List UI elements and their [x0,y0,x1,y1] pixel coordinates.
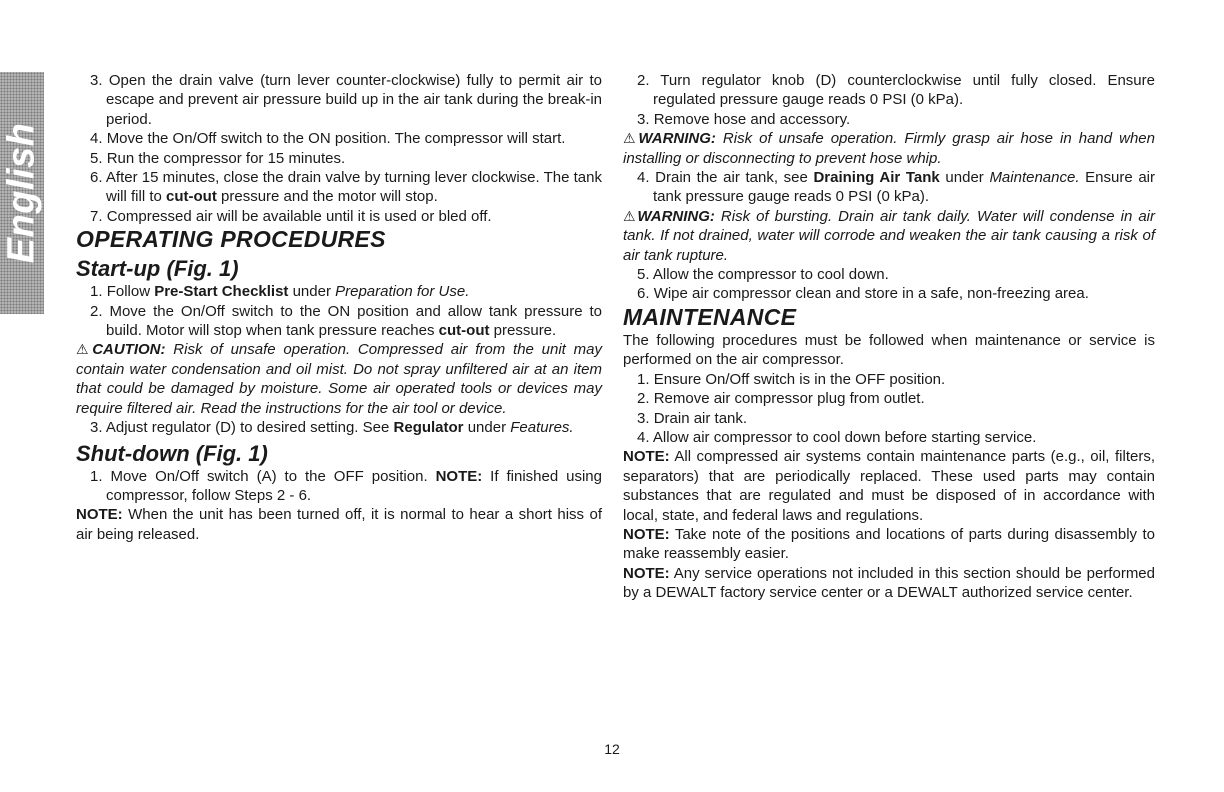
warning-block: ⚠WARNING: Risk of unsafe operation. Firmly grasp air hose in hand when installing or disconnecting to prevent hose whip. [623,130,1155,167]
list-item: 3. Adjust regulator (D) to desired setting. See Regulator under Features. [90,419,574,437]
list-item: 1. Ensure On/Off switch is in the OFF position. [637,370,946,388]
note-paragraph: NOTE: Take note of the positions and locations of parts during disassembly to make reassembly easier. [623,525,1155,563]
shutdown-heading: Shut-down (Fig. 1) [76,440,268,466]
left-column [76,71,602,544]
warning-triangle-icon: ⚠ [623,207,638,224]
list-item: 7. Compressed air will be available until it is used or bled off. [90,207,492,225]
right-column [623,71,1155,603]
list-item: 5. Allow the compressor to cool down. [637,266,889,284]
warning-block: ⚠WARNING: Risk of bursting. Drain air tank daily. Water will condense in air tank. If not drained, water will corrode and weaken the air tank causing a risk of air tank rupture. [623,207,1155,264]
list-item: 4. Move the On/Off switch to the ON position. The compressor will start. [90,130,566,148]
caution-block: ⚠CAUTION: Risk of unsafe operation. Compressed air from the unit may contain water condensation and oil mist. Do not spray unfiltered air at an item that could be damaged by moisture. Some air operated tools or devices may require filtered air. Read the instructions for the air tool or device. [76,341,602,417]
maintenance-intro: The following procedures must be followed when maintenance or service is performed on the air compressor. [623,331,1155,369]
operating-procedures-heading: OPERATING PROCEDURES [76,226,386,253]
language-side-tab [0,72,44,314]
list-item: 2. Turn regulator knob (D) counterclockwise until fully closed. Ensure regulated pressure gauge reads 0 PSI (0 kPa). [637,72,1155,109]
note-paragraph: NOTE: When the unit has been turned off, it is normal to hear a short hiss of air being released. [76,506,602,543]
warning-triangle-icon: ⚠ [76,341,93,358]
list-item: 3. Remove hose and accessory. [637,110,851,128]
warning-triangle-icon: ⚠ [623,130,639,147]
list-item: 3. Drain air tank. [637,409,748,427]
list-item: 5. Run the compressor for 15 minutes. [90,149,346,167]
page-number: 12 [604,741,620,757]
list-item: 1. Move On/Off switch (A) to the OFF position. NOTE: If finished using compressor, follow Steps 2 - 6. [90,467,602,504]
language-label: English [0,122,43,264]
note-paragraph: NOTE: Any service operations not included in this section should be performed by a DEWALT factory service center or a DEWALT authorized service center. [623,564,1155,602]
startup-heading: Start-up (Fig. 1) [76,256,239,282]
list-item: 4. Drain the air tank, see Draining Air Tank under Maintenance. Ensure air tank pressure gauge reads 0 PSI (0 kPa). [637,169,1155,206]
list-item: 2. Move the On/Off switch to the ON position and allow tank pressure to build. Motor will stop when tank pressure reaches cut-out pressure. [90,302,602,340]
maintenance-heading: MAINTENANCE [623,303,797,330]
note-paragraph: NOTE: All compressed air systems contain maintenance parts (e.g., oil, filters, separators) that are periodically replaced. These used parts may contain substances that are regulated and must be disposed of in accordance with local, state, and federal laws and regulations. [623,448,1155,524]
list-item: 2. Remove air compressor plug from outlet. [637,390,925,408]
list-item: 3. Open the drain valve (turn lever counter-clockwise) fully to permit air to escape and prevent air pressure build up in the air tank during the break-in period. [90,72,603,128]
list-item: 6. Wipe air compressor clean and store in a safe, non-freezing area. [637,285,1089,303]
list-item: 4. Allow air compressor to cool down before starting service. [637,428,1037,446]
list-item: 1. Follow Pre-Start Checklist under Preparation for Use. [90,283,470,301]
list-item: 6. After 15 minutes, close the drain valve by turning lever clockwise. The tank will fill to cut-out pressure and the motor will stop. [90,169,602,206]
